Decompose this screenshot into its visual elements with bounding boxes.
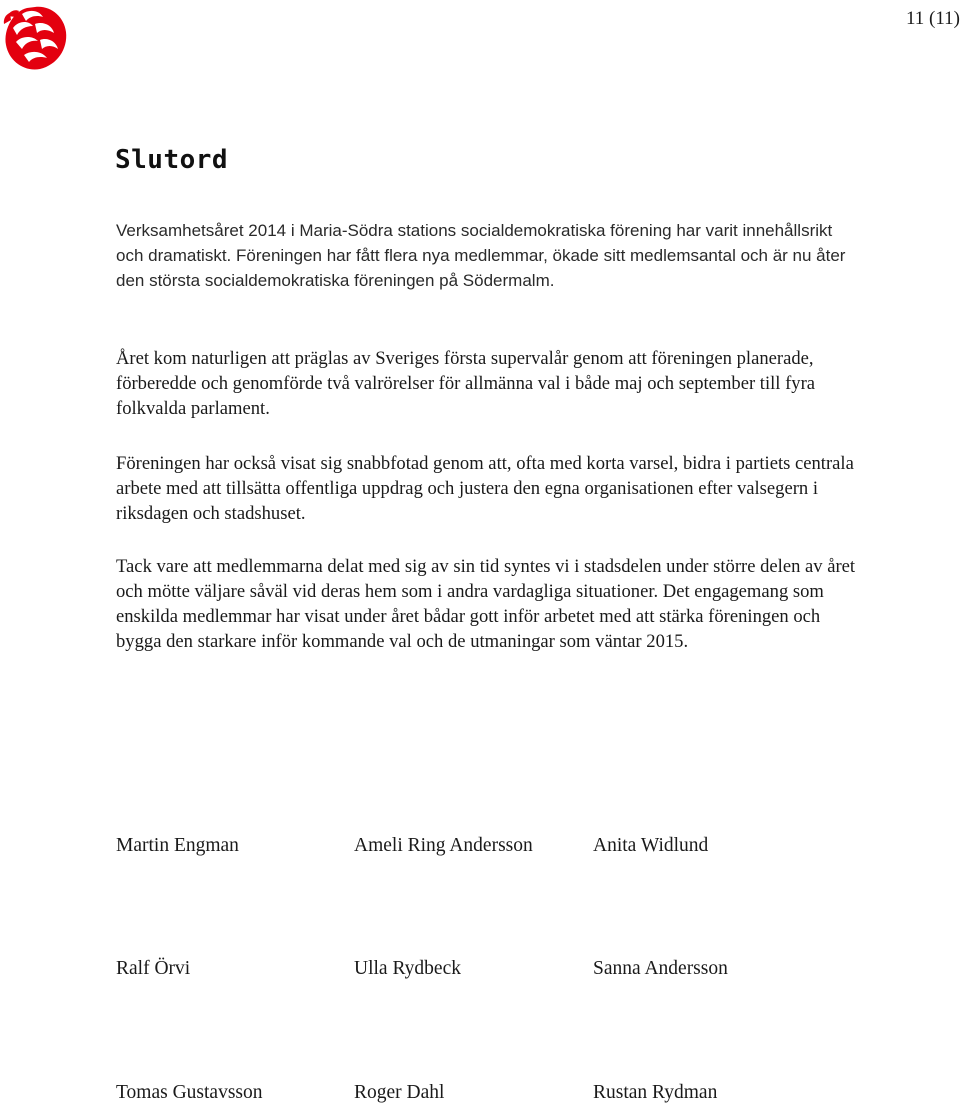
signature-name: Martin Engman bbox=[116, 835, 239, 856]
signature-name: Roger Dahl bbox=[354, 1082, 445, 1103]
page-title: Slutord bbox=[115, 145, 229, 175]
signature-name: Ulla Rydbeck bbox=[354, 958, 461, 979]
signature-name: Anita Widlund bbox=[593, 835, 709, 856]
paragraph-election-year: Året kom naturligen att präglas av Sveriges första supervalår genom att föreningen planerade, förberedde och genomförde två valrörelser för allmänna val i både maj och september till fyra folkvalda parlament. bbox=[116, 348, 816, 419]
signature-name: Rustan Rydman bbox=[593, 1082, 718, 1103]
paragraph-quick-action: Föreningen har också visat sig snabbfotad genom att, ofta med korta varsel, bidra i partiets centrala arbete med att tillsätta offentliga uppdrag och justera den egna organisationen efter valsegern i riksdagen och stadshuset. bbox=[116, 453, 854, 524]
signature-name: Sanna Andersson bbox=[593, 958, 728, 979]
signature-name: Ameli Ring Andersson bbox=[354, 835, 533, 856]
paragraph-intro: Verksamhetsåret 2014 i Maria-Södra stations socialdemokratiska förening har varit innehållsrikt och dramatiskt. Föreningen har fått flera nya medlemmar, ökade sitt medlemsantal och är nu åter den största socialdemokratiska föreningen på Södermalm. bbox=[116, 221, 846, 290]
signature-name: Tomas Gustavsson bbox=[116, 1082, 263, 1103]
signature-name: Ralf Örvi bbox=[116, 958, 191, 979]
paragraph-engagement: Tack vare att medlemmarna delat med sig av sin tid syntes vi i stadsdelen under större delen av året och mötte väljare såväl vid deras hem som i andra vardagliga situationer. Det engagemang som enskilda medlemmar har visat under året bådar gott inför arbetet med att stärka föreningen och bygga den starkare inför kommande val och de utmaningar som väntar 2015. bbox=[116, 556, 856, 652]
rose-logo-icon bbox=[2, 2, 70, 74]
page-number: 11 (11) bbox=[906, 8, 960, 29]
